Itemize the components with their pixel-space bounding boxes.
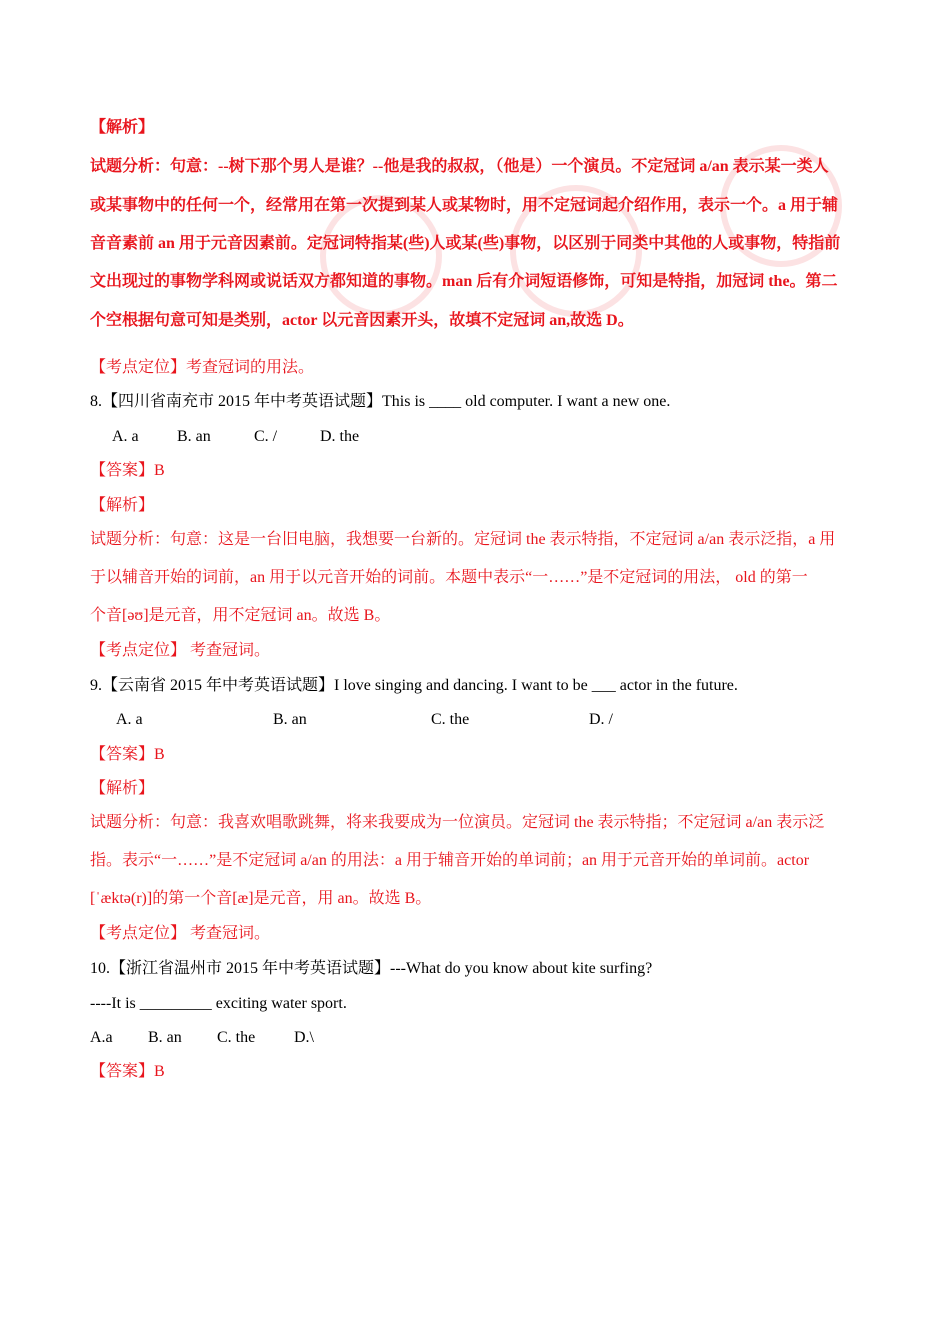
q9-answer-value: B xyxy=(154,746,165,763)
q8-number: 8. xyxy=(90,393,102,410)
q10-option-b: B. an xyxy=(148,1029,182,1046)
q8-option-b: B. an xyxy=(177,428,211,445)
q9-answer xyxy=(90,745,875,765)
q8-point: 【考点定位】 考查冠词。 xyxy=(90,642,271,659)
q7-analysis-line-5: 个空根据句意可知是类别，actor 以元音因素开头，故填不定冠词 an,故选 D。 xyxy=(90,312,634,329)
q8-stem-line xyxy=(90,392,875,412)
q10-answer xyxy=(90,1062,875,1082)
q9-option-d: D. / xyxy=(589,711,613,728)
q9-analysis-line-2: 指。表示“一……”是不定冠词 a/an 的用法：a 用于辅音开始的单词前；an 用于元音开始的单词前。actor xyxy=(90,852,810,869)
q9-number: 9. xyxy=(90,677,102,694)
q8-option-c: C. / xyxy=(254,428,278,445)
q8-source: 【四川省南充市 2015 年中考英语试题】 xyxy=(102,393,383,410)
q8-answer-value: B xyxy=(154,462,165,479)
q7-analysis-heading: 【解析】 xyxy=(90,119,155,136)
q8-option-d: D. the xyxy=(320,428,360,445)
q9-option-a: A. a xyxy=(116,711,143,728)
q10-stem: ---What do you know about kite surfing? xyxy=(390,960,653,977)
q10-option-d: D.\ xyxy=(294,1029,314,1046)
q10-number: 10. xyxy=(90,960,110,977)
q8-analysis-line-2: 于以辅音开始的词前，an 用于以元音开始的词前。本题中表示“一……”是不定冠词的用法， old 的第一 xyxy=(90,569,808,586)
q10-source: 【浙江省温州市 2015 年中考英语试题】 xyxy=(110,960,391,977)
q9-source: 【云南省 2015 年中考英语试题】 xyxy=(102,677,335,694)
q8-answer-label: 【答案】 xyxy=(90,462,155,479)
q10-option-c: C. the xyxy=(217,1029,256,1046)
q8-option-a: A. a xyxy=(112,428,139,445)
q10-stem-line xyxy=(90,959,875,979)
q8-analysis-line-1: 试题分析：句意：这是一台旧电脑，我想要一台新的。定冠词 the 表示特指，不定冠词 a/an 表示泛指，a 用 xyxy=(90,531,836,548)
q8-analysis-line-3: 个音[əʊ]是元音，用不定冠词 an。故选 B。 xyxy=(90,607,391,624)
q9-point: 【考点定位】 考查冠词。 xyxy=(90,925,271,942)
q7-analysis-line-3: 音音素前 an 用于元音因素前。定冠词特指某(些)人或某(些)事物，以区别于同类中其他的人或事物，特指前 xyxy=(90,235,841,252)
q7-analysis-line-1: 试题分析：句意：--树下那个男人是谁？--他是我的叔叔，（他是）一个演员。不定冠词 a/an 表示某一类人 xyxy=(90,158,829,175)
q9-analysis-line-3: [ˈæktə(r)]的第一个音[æ]是元音，用 an。故选 B。 xyxy=(90,890,432,907)
q10-answer-value: B xyxy=(154,1063,165,1080)
q9-analysis-line-1: 试题分析：句意：我喜欢唱歌跳舞，将来我要成为一位演员。定冠词 the 表示特指；不定冠词 a/an 表示泛 xyxy=(90,814,825,831)
q8-answer xyxy=(90,461,875,481)
q9-analysis-heading: 【解析】 xyxy=(90,780,155,797)
q10-option-a: A.a xyxy=(90,1029,113,1046)
q9-option-b: B. an xyxy=(273,711,307,728)
q9-stem-line xyxy=(90,676,875,696)
q8-analysis-heading: 【解析】 xyxy=(90,497,155,514)
q7-analysis-line-2: 或某事物中的任何一个，经常用在第一次提到某人或某物时，用不定冠词起介绍作用，表示一个。a 用于辅 xyxy=(90,197,839,214)
q9-stem: I love singing and dancing. I want to be ___ actor in the future. xyxy=(334,677,738,694)
q7-analysis-line-4: 文出现过的事物学科网或说话双方都知道的事物。man 后有介词短语修饰，可知是特指，加冠词 the。第二 xyxy=(90,273,838,290)
q8-stem: This is ____ old computer. I want a new one. xyxy=(382,393,671,410)
q7-point: 【考点定位】考查冠词的用法。 xyxy=(90,359,315,376)
q9-option-c: C. the xyxy=(431,711,470,728)
q10-stem-line-2: ----It is _________ exciting water sport. xyxy=(90,995,347,1012)
q10-answer-label: 【答案】 xyxy=(90,1063,155,1080)
q9-answer-label: 【答案】 xyxy=(90,746,155,763)
